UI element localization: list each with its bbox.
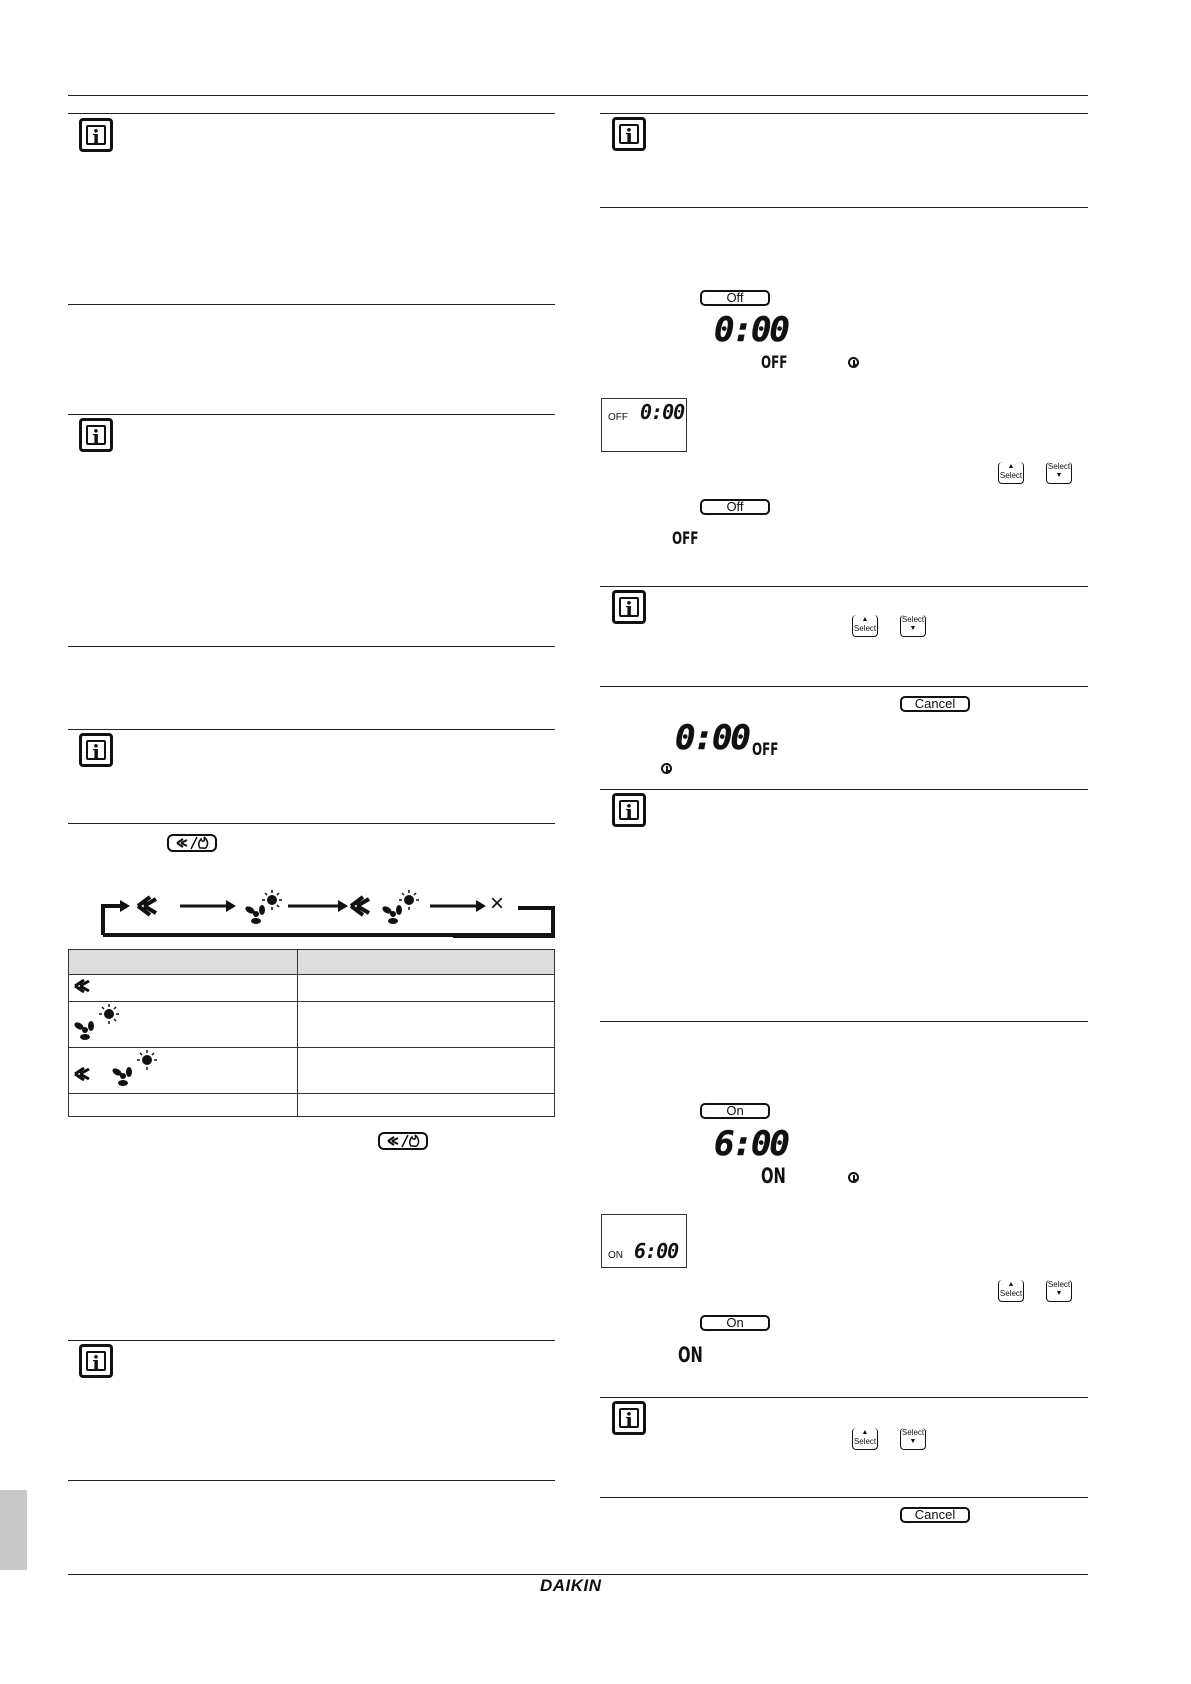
section-rule <box>600 789 1088 790</box>
select-up-button[interactable]: ▲ Select <box>998 462 1024 484</box>
mode-button-icon[interactable] <box>167 834 217 852</box>
select-down-button[interactable]: Select ▼ <box>1046 1280 1072 1302</box>
cross-symbol: × <box>490 890 505 917</box>
swing-icon <box>351 897 369 915</box>
table-header-row <box>69 950 555 975</box>
select-down-button[interactable]: Select ▼ <box>900 615 926 637</box>
lcd-on-label: ON <box>678 1343 703 1367</box>
remote-display-off <box>601 398 687 452</box>
swing-fan-heater-icon <box>73 1048 163 1088</box>
mode-button-icon[interactable] <box>378 1132 428 1150</box>
swing-icon <box>73 977 95 995</box>
remote-on-time: 6:00 <box>634 1239 679 1263</box>
section-rule <box>68 646 555 647</box>
section-rule <box>68 414 555 415</box>
fan-heater-icon <box>73 1002 123 1042</box>
section-rule <box>68 1340 555 1341</box>
info-icon: i <box>612 117 646 151</box>
section-rule <box>600 686 1088 687</box>
remote-off-label: OFF <box>608 412 628 423</box>
lcd-off-label: OFF <box>752 740 779 760</box>
clock-icon <box>848 1172 859 1183</box>
remote-off-time: 0:00 <box>640 400 685 424</box>
off-button[interactable]: Off <box>700 290 770 306</box>
section-rule <box>68 729 555 730</box>
info-icon: i <box>79 733 113 767</box>
info-icon: i <box>612 590 646 624</box>
select-up-button[interactable]: ▲ Select <box>998 1280 1024 1302</box>
fan-heater-icon <box>244 890 282 924</box>
select-down-button[interactable]: Select ▼ <box>1046 462 1072 484</box>
select-down-button[interactable]: Select ▼ <box>900 1428 926 1450</box>
section-rule <box>600 586 1088 587</box>
mode-table <box>68 949 555 1117</box>
cancel-button[interactable]: Cancel <box>900 1507 970 1523</box>
fan-heater-icon <box>381 890 419 924</box>
lcd-off-time: 0:00 <box>675 718 749 758</box>
table-row <box>69 975 555 1002</box>
cancel-button[interactable]: Cancel <box>900 696 970 712</box>
section-rule <box>600 207 1088 208</box>
section-rule <box>68 113 555 114</box>
info-icon: i <box>79 118 113 152</box>
mode-cycle-diagram <box>98 888 558 940</box>
on-button[interactable]: On <box>700 1103 770 1119</box>
clock-icon <box>848 357 859 368</box>
remote-display-on <box>601 1214 687 1268</box>
section-rule <box>68 1480 555 1481</box>
swing-icon <box>138 897 156 915</box>
lcd-off-label: OFF <box>672 529 699 549</box>
off-button[interactable]: Off <box>700 499 770 515</box>
section-rule <box>68 823 555 824</box>
lcd-on-label: ON <box>761 1164 786 1188</box>
lcd-off-time: 0:00 <box>714 310 788 350</box>
daikin-logo: DAIKIN <box>540 1576 602 1595</box>
on-button[interactable]: On <box>700 1315 770 1331</box>
info-icon: i <box>79 1344 113 1378</box>
lcd-off-label: OFF <box>761 353 788 373</box>
header-rule <box>68 95 1088 96</box>
section-rule <box>600 1021 1088 1022</box>
side-tab <box>0 1490 27 1570</box>
select-up-button[interactable]: ▲ Select <box>852 615 878 637</box>
info-icon: i <box>612 793 646 827</box>
section-rule <box>68 304 555 305</box>
table-row <box>69 1048 555 1094</box>
remote-on-label: ON <box>608 1250 623 1261</box>
section-rule <box>600 113 1088 114</box>
clock-icon <box>661 763 672 774</box>
info-icon: i <box>79 418 113 452</box>
lcd-on-time: 6:00 <box>714 1124 788 1164</box>
footer-rule <box>68 1574 1088 1575</box>
table-row <box>69 1002 555 1048</box>
section-rule <box>600 1497 1088 1498</box>
select-up-button[interactable]: ▲ Select <box>852 1428 878 1450</box>
section-rule <box>600 1397 1088 1398</box>
table-row <box>69 1094 555 1117</box>
info-icon: i <box>612 1401 646 1435</box>
